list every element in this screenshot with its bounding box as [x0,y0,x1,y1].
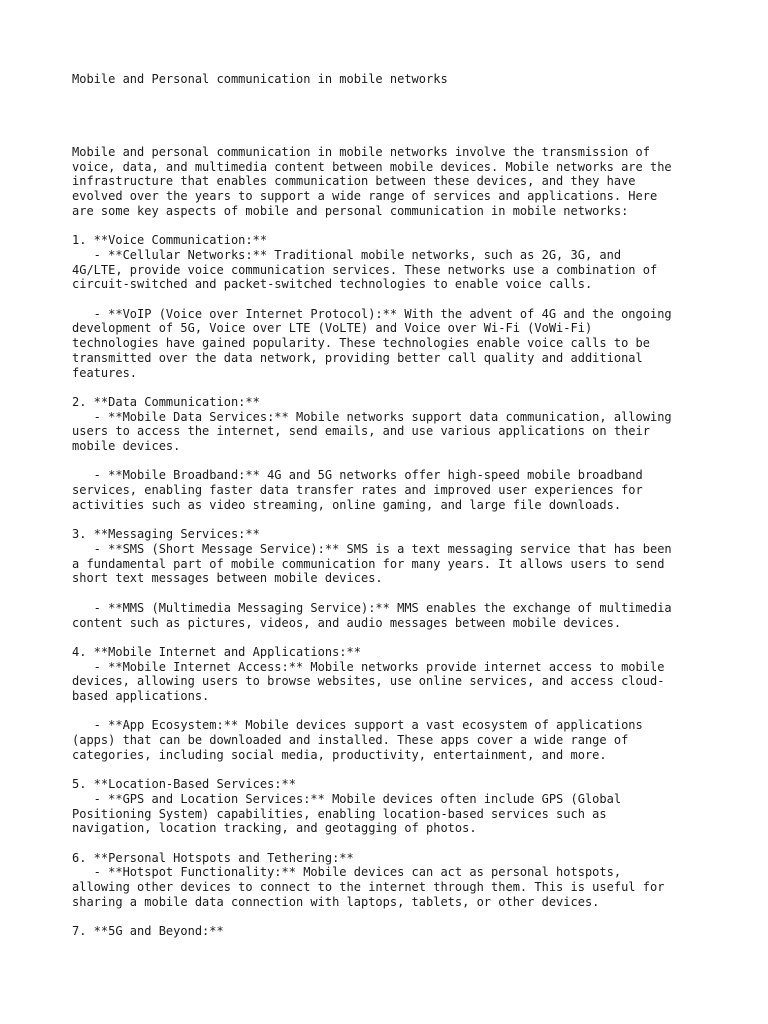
document-body-text: Mobile and personal communication in mobile networks involve the transmission of voice, data, and multimedia content between mobile devices. Mobile networks are the infrastructure that enables communication between these devices, and they have evolved over the years to support a wide range of services and applications. Here are some key aspects of mobile and personal communication in mobile networks: 1. **Voice Communication:** - **Cellular Networks:** Traditional mobile networks, such as 2G, 3G, and 4G/LTE, provide voice communication services. These networks use a combination of circuit-switched and packet-switched technologies to enable voice calls. - **VoIP (Voice over Internet Protocol):** With the advent of 4G and the ongoing development of 5G, Voice over LTE (VoLTE) and Voice over Wi-Fi (VoWi-Fi) technologies have gained popularity. These technologies enable voice calls to be transmitted over the data network, providing better call quality and additional features. 2. **Data Communication:** - **Mobile Data Services:** Mobile networks support data communication, allowing users to access the internet, send emails, and use various applications on their mobile devices. - **Mobile Broadband:** 4G and 5G networks offer high-speed mobile broadband services, enabling faster data transfer rates and improved user experiences for activities such as video streaming, online gaming, and large file downloads. 3. **Messaging Services:** - **SMS (Short Message Service):** SMS is a text messaging service that has been a fundamental part of mobile communication for many years. It allows users to send short text messages between mobile devices. - **MMS (Multimedia Messaging Service):** MMS enables the exchange of multimedia content such as pictures, videos, and audio messages between mobile devices. 4. **Mobile Internet and Applications:** - **Mobile Internet Access:** Mobile networks provide internet access to mobile devices, allowing users to browse websites, use online services, and access cloud- based applications. - **App Ecosystem:** Mobile devices support a vast ecosystem of applications (apps) that can be downloaded and installed. These apps cover a wide range of categories, including social media, productivity, entertainment, and more. 5. **Location-Based Services:** - **GPS and Location Services:** Mobile devices often include GPS (Global Positioning System) capabilities, enabling location-based services such as navigation, location tracking, and geotagging of photos. 6. **Personal Hotspots and Tethering:** - **Hotspot Functionality:** Mobile devices can act as personal hotspots, allowing other devices to connect to the internet through them. This is useful for sharing a mobile data connection with laptops, tablets, or other devices. 7. **5G and Beyond:** [72,145,672,939]
document-title: Mobile and Personal communication in mobile networks [72,72,448,86]
